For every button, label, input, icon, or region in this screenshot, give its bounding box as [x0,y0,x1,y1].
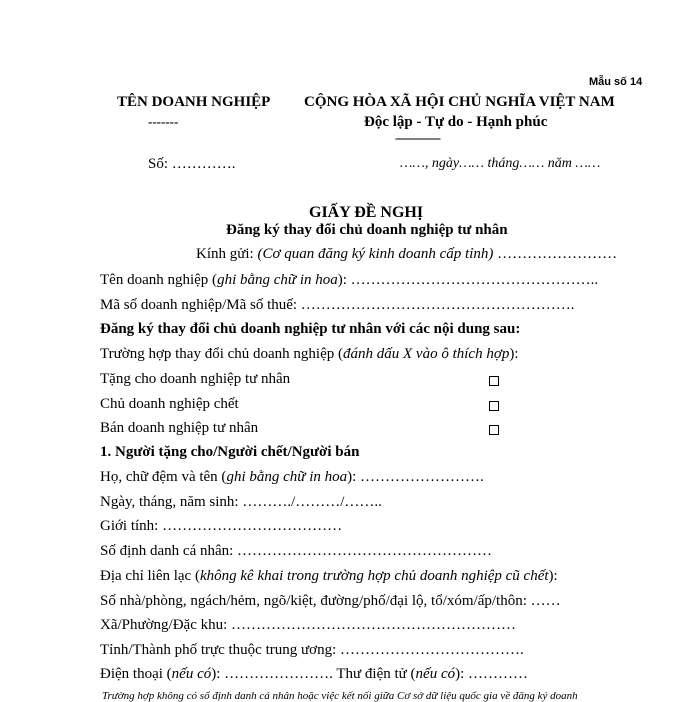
option-checkbox-sale[interactable] [489,425,499,435]
phone-hint: nếu có [171,666,212,682]
option-label-gift: Tặng cho doanh nghiệp tư nhân [100,371,291,387]
recipient-value: (Cơ quan đăng ký kinh doanh cấp tỉnh) [257,246,494,262]
doc-number: Số: …………. [148,156,236,172]
full-name-hint: ghi bằng chữ in hoa [226,469,348,485]
ward-field: Xã/Phường/Đặc khu: ………………………………………………… [100,617,517,633]
phone-email-field [100,666,528,683]
form-number: Mẫu số 14 [589,76,643,88]
id-number-field: Số định danh cá nhân: …………………………………………… [100,543,493,559]
phone-mid: ): …………………. Thư điện tử ( [211,666,416,682]
phone-label: Điện thoại ( [100,666,172,682]
contact-address-field [100,568,558,585]
company-name-field [100,272,598,289]
case-prompt-rest: ): [509,346,519,362]
full-name-label: Họ, chữ đệm và tên ( [100,469,227,485]
company-name-rest: ): ………………………………………….. [337,272,599,288]
province-field: Tỉnh/Thành phố trực thuộc trung ương: ………………………………. [100,642,524,658]
org-name: TÊN DOANH NGHIỆP [117,94,271,110]
full-name-field [100,469,484,486]
recipient-line [196,246,617,263]
gender-field: Giới tính: ……………………………… [100,518,343,534]
house-address-field: Số nhà/phòng, ngách/hẻm, ngõ/kiệt, đường/phố/đại lộ, tổ/xóm/ấp/thôn: …… [100,593,561,609]
tax-code-field: Mã số doanh nghiệp/Mã số thuế: ………………………………………………. [100,297,575,313]
contact-rest: ): [548,568,558,584]
footnote: Trường hợp không có số định danh cá nhân hoặc việc kết nối giữa Cơ sở dữ liệu quốc gia về đăng ký doanh [102,690,578,702]
motto: Độc lập - Tự do - Hạnh phúc [364,114,548,130]
contact-label: Địa chỉ liên lạc ( [100,568,200,584]
contact-hint: không kê khai trong trường hợp chủ doanh nghiệp cũ chết [199,568,549,584]
dob-field: Ngày, tháng, năm sinh: ………./………/…….. [100,494,382,510]
option-label-death: Chủ doanh nghiệp chết [100,396,239,412]
option-label-sale: Bán doanh nghiệp tư nhân [100,420,259,436]
nation-title: CỘNG HÒA XÃ HỘI CHỦ NGHĨA VIỆT NAM [304,94,615,110]
option-checkbox-death[interactable] [489,401,499,411]
option-checkbox-gift[interactable] [489,376,499,386]
case-prompt [100,346,519,363]
section1-title: 1. Người tặng cho/Người chết/Người bán [100,444,360,460]
case-prompt-hint: đánh dấu X vào ô thích hợp [343,346,510,362]
recipient-dots: …………………… [493,246,618,262]
page-subtitle: Đăng ký thay đổi chủ doanh nghiệp tư nhân [226,222,508,238]
email-rest: ): ………… [455,666,529,682]
email-hint: nếu có [415,666,456,682]
recipient-label: Kính gửi: [196,246,258,262]
company-name-label: Tên doanh nghiệp ( [100,272,218,288]
date-line: ……, ngày…… tháng…… năm …… [400,156,601,171]
company-name-hint: ghi bằng chữ in hoa [217,272,338,288]
page-title: GIẤY ĐỀ NGHỊ [309,204,424,221]
motto-underline: --------------- [395,131,440,145]
case-prompt-label: Trường hợp thay đổi chủ doanh nghiệp ( [100,346,344,362]
section-heading: Đăng ký thay đổi chủ doanh nghiệp tư nhân với các nội dung sau: [100,321,521,337]
full-name-rest: ): ……………………. [347,469,484,485]
org-underline: ------- [148,114,179,129]
